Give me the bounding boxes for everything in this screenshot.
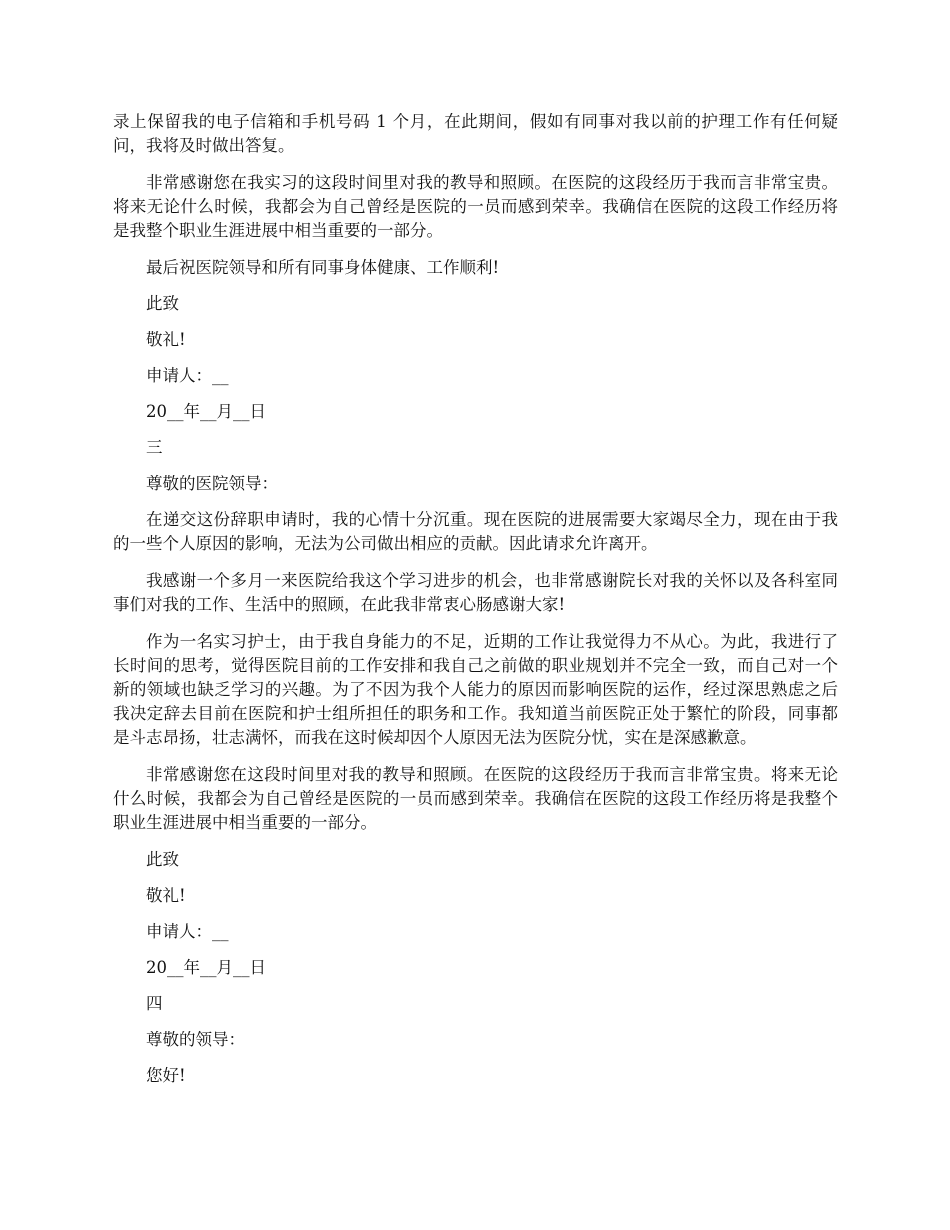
paragraph-thanks-2: 非常感谢您在这段时间里对我的教导和照顾。在医院的这段经历于我而言非常宝贵。将来无论什么时候，我都会为自己曾经是医院的一员而感到荣幸。我确信在医院的这段工作经历将是我整个职业生涯进展中相当重要的一部分。 bbox=[113, 765, 838, 832]
section-number: 三 bbox=[146, 438, 163, 457]
paragraph-reason: 作为一名实习护士，由于我自身能力的不足，近期的工作让我觉得力不从心。为此，我进行了长时间的思考，觉得医院目前的工作安排和我自己之前做的职业规划并不完全一致，而自己对一个新的领域也缺乏学习的兴趣。为了不因为我个人能力的原因而影响医院的运作，经过深思熟虑之后我决定辞去目前在医院和护士组所担任的职务和工作。我知道当前医院正处于繁忙的阶段，同事都是斗志昂扬，壮志满怀，而我在这时候却因个人原因无法为医院分忧，实在是深感歉意。 bbox=[113, 632, 838, 747]
closing-regards-2: 敬礼! bbox=[146, 886, 186, 905]
paragraph-continuation: 录上保留我的电子信箱和手机号码 1 个月，在此期间，假如有同事对我以前的护理工作有任何疑问，我将及时做出答复。 bbox=[113, 112, 838, 155]
closing-salutation-2: 此致 bbox=[146, 850, 179, 869]
paragraph-resignation: 在递交这份辞职申请时，我的心情十分沉重。现在医院的进展需要大家竭尽全力，现在由于我的一些个人原因的影响，无法为公司做出相应的贡献。因此请求允许离开。 bbox=[113, 510, 838, 553]
paragraph-thanks: 非常感谢您在我实习的这段时间里对我的教导和照顾。在医院的这段经历于我而言非常宝贵。将来无论什么时候，我都会为自己曾经是医院的一员而感到荣幸。我确信在医院的这段工作经历将是我整个职业生涯进展中相当重要的一部分。 bbox=[113, 173, 838, 240]
paragraph-gratitude: 我感谢一个多月一来医院给我这个学习进步的机会，也非常感谢院长对我的关怀以及各科室同事们对我的工作、生活中的照顾，在此我非常衷心肠感谢大家! bbox=[113, 571, 838, 614]
date-line-2: 20__年__月__日 bbox=[146, 958, 266, 977]
date-line: 20__年__月__日 bbox=[146, 402, 266, 421]
closing-regards: 敬礼! bbox=[146, 330, 186, 349]
greeting-line-2: 尊敬的领导： bbox=[146, 1030, 245, 1049]
section-number-2: 四 bbox=[146, 994, 163, 1013]
document-body bbox=[113, 110, 838, 1100]
closing-salutation: 此致 bbox=[146, 294, 179, 313]
paragraph-wishes: 最后祝医院领导和所有同事身体健康、工作顺利! bbox=[146, 258, 500, 277]
applicant-line-2: 申请人：__ bbox=[146, 922, 229, 941]
hello-line: 您好! bbox=[146, 1066, 186, 1085]
greeting-line: 尊敬的医院领导： bbox=[146, 474, 278, 493]
applicant-line: 申请人：__ bbox=[146, 366, 229, 385]
